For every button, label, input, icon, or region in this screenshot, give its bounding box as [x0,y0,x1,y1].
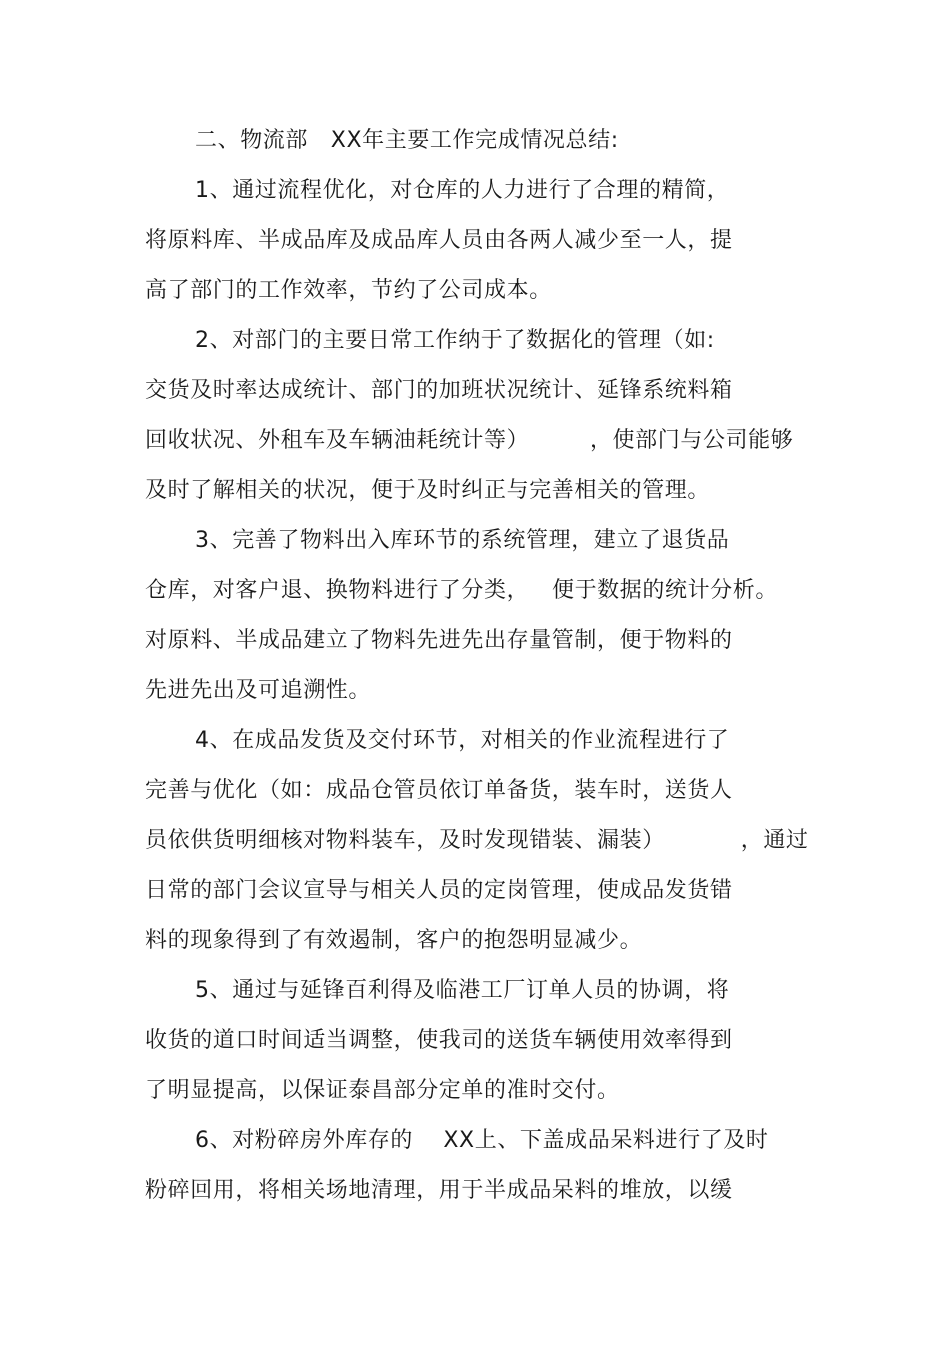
paragraph-1-line-3: 高了部门的工作效率，节约了公司成本。 [145,278,552,303]
paragraph-2-line-1: 2、对部门的主要日常工作纳于了数据化的管理（如: [195,328,715,353]
paragraph-5-line-1: 5、通过与延锋百利得及临港工厂订单人员的协调，将 [195,978,730,1003]
paragraph-3-line-2: 仓库，对客户退、换物料进行了分类， 便于数据的统计分析。 [145,578,778,603]
paragraph-4-line-1: 4、在成品发货及交付环节，对相关的作业流程进行了 [195,728,730,753]
paragraph-4-line-4: 日常的部门会议宣导与相关人员的定岗管理，使成品发货错 [145,878,733,903]
paragraph-5-line-2: 收货的道口时间适当调整，使我司的送货车辆使用效率得到 [145,1028,733,1053]
paragraph-6-line-1: 6、对粉碎房外库存的 XX上、下盖成品呆料进行了及时 [195,1128,769,1153]
section-heading: 二、物流部 XX年主要工作完成情况总结: [195,128,619,153]
paragraph-1-line-1: 1、通过流程优化，对仓库的人力进行了合理的精简， [195,178,730,203]
paragraph-3-line-1: 3、完善了物料出入库环节的系统管理，建立了退货品 [195,528,730,553]
paragraph-2-line-2: 交货及时率达成统计、部门的加班状况统计、延锋系统料箱 [145,378,733,403]
paragraph-2-line-4: 及时了解相关的状况，便于及时纠正与完善相关的管理。 [145,478,711,503]
paragraph-3-line-3: 对原料、半成品建立了物料先进先出存量管制，便于物料的 [145,628,733,653]
paragraph-6-line-2: 粉碎回用，将相关场地清理，用于半成品呆料的堆放，以缓 [145,1178,733,1203]
paragraph-2-line-3: 回收状况、外租车及车辆油耗统计等） ，使部门与公司能够 [145,428,794,453]
paragraph-4-line-2: 完善与优化（如：成品仓管员依订单备货，装车时，送货人 [145,778,733,803]
paragraph-3-line-4: 先进先出及可追溯性。 [145,678,372,703]
paragraph-5-line-3: 了明显提高，以保证泰昌部分定单的准时交付。 [145,1078,620,1103]
paragraph-1-line-2: 将原料库、半成品库及成品库人员由各两人减少至一人，提 [145,228,733,253]
paragraph-4-line-5: 料的现象得到了有效遏制，客户的抱怨明显减少。 [145,928,643,953]
paragraph-4-line-3: 员依供货明细核对物料装车，及时发现错装、漏装） ，通过 [145,828,809,853]
